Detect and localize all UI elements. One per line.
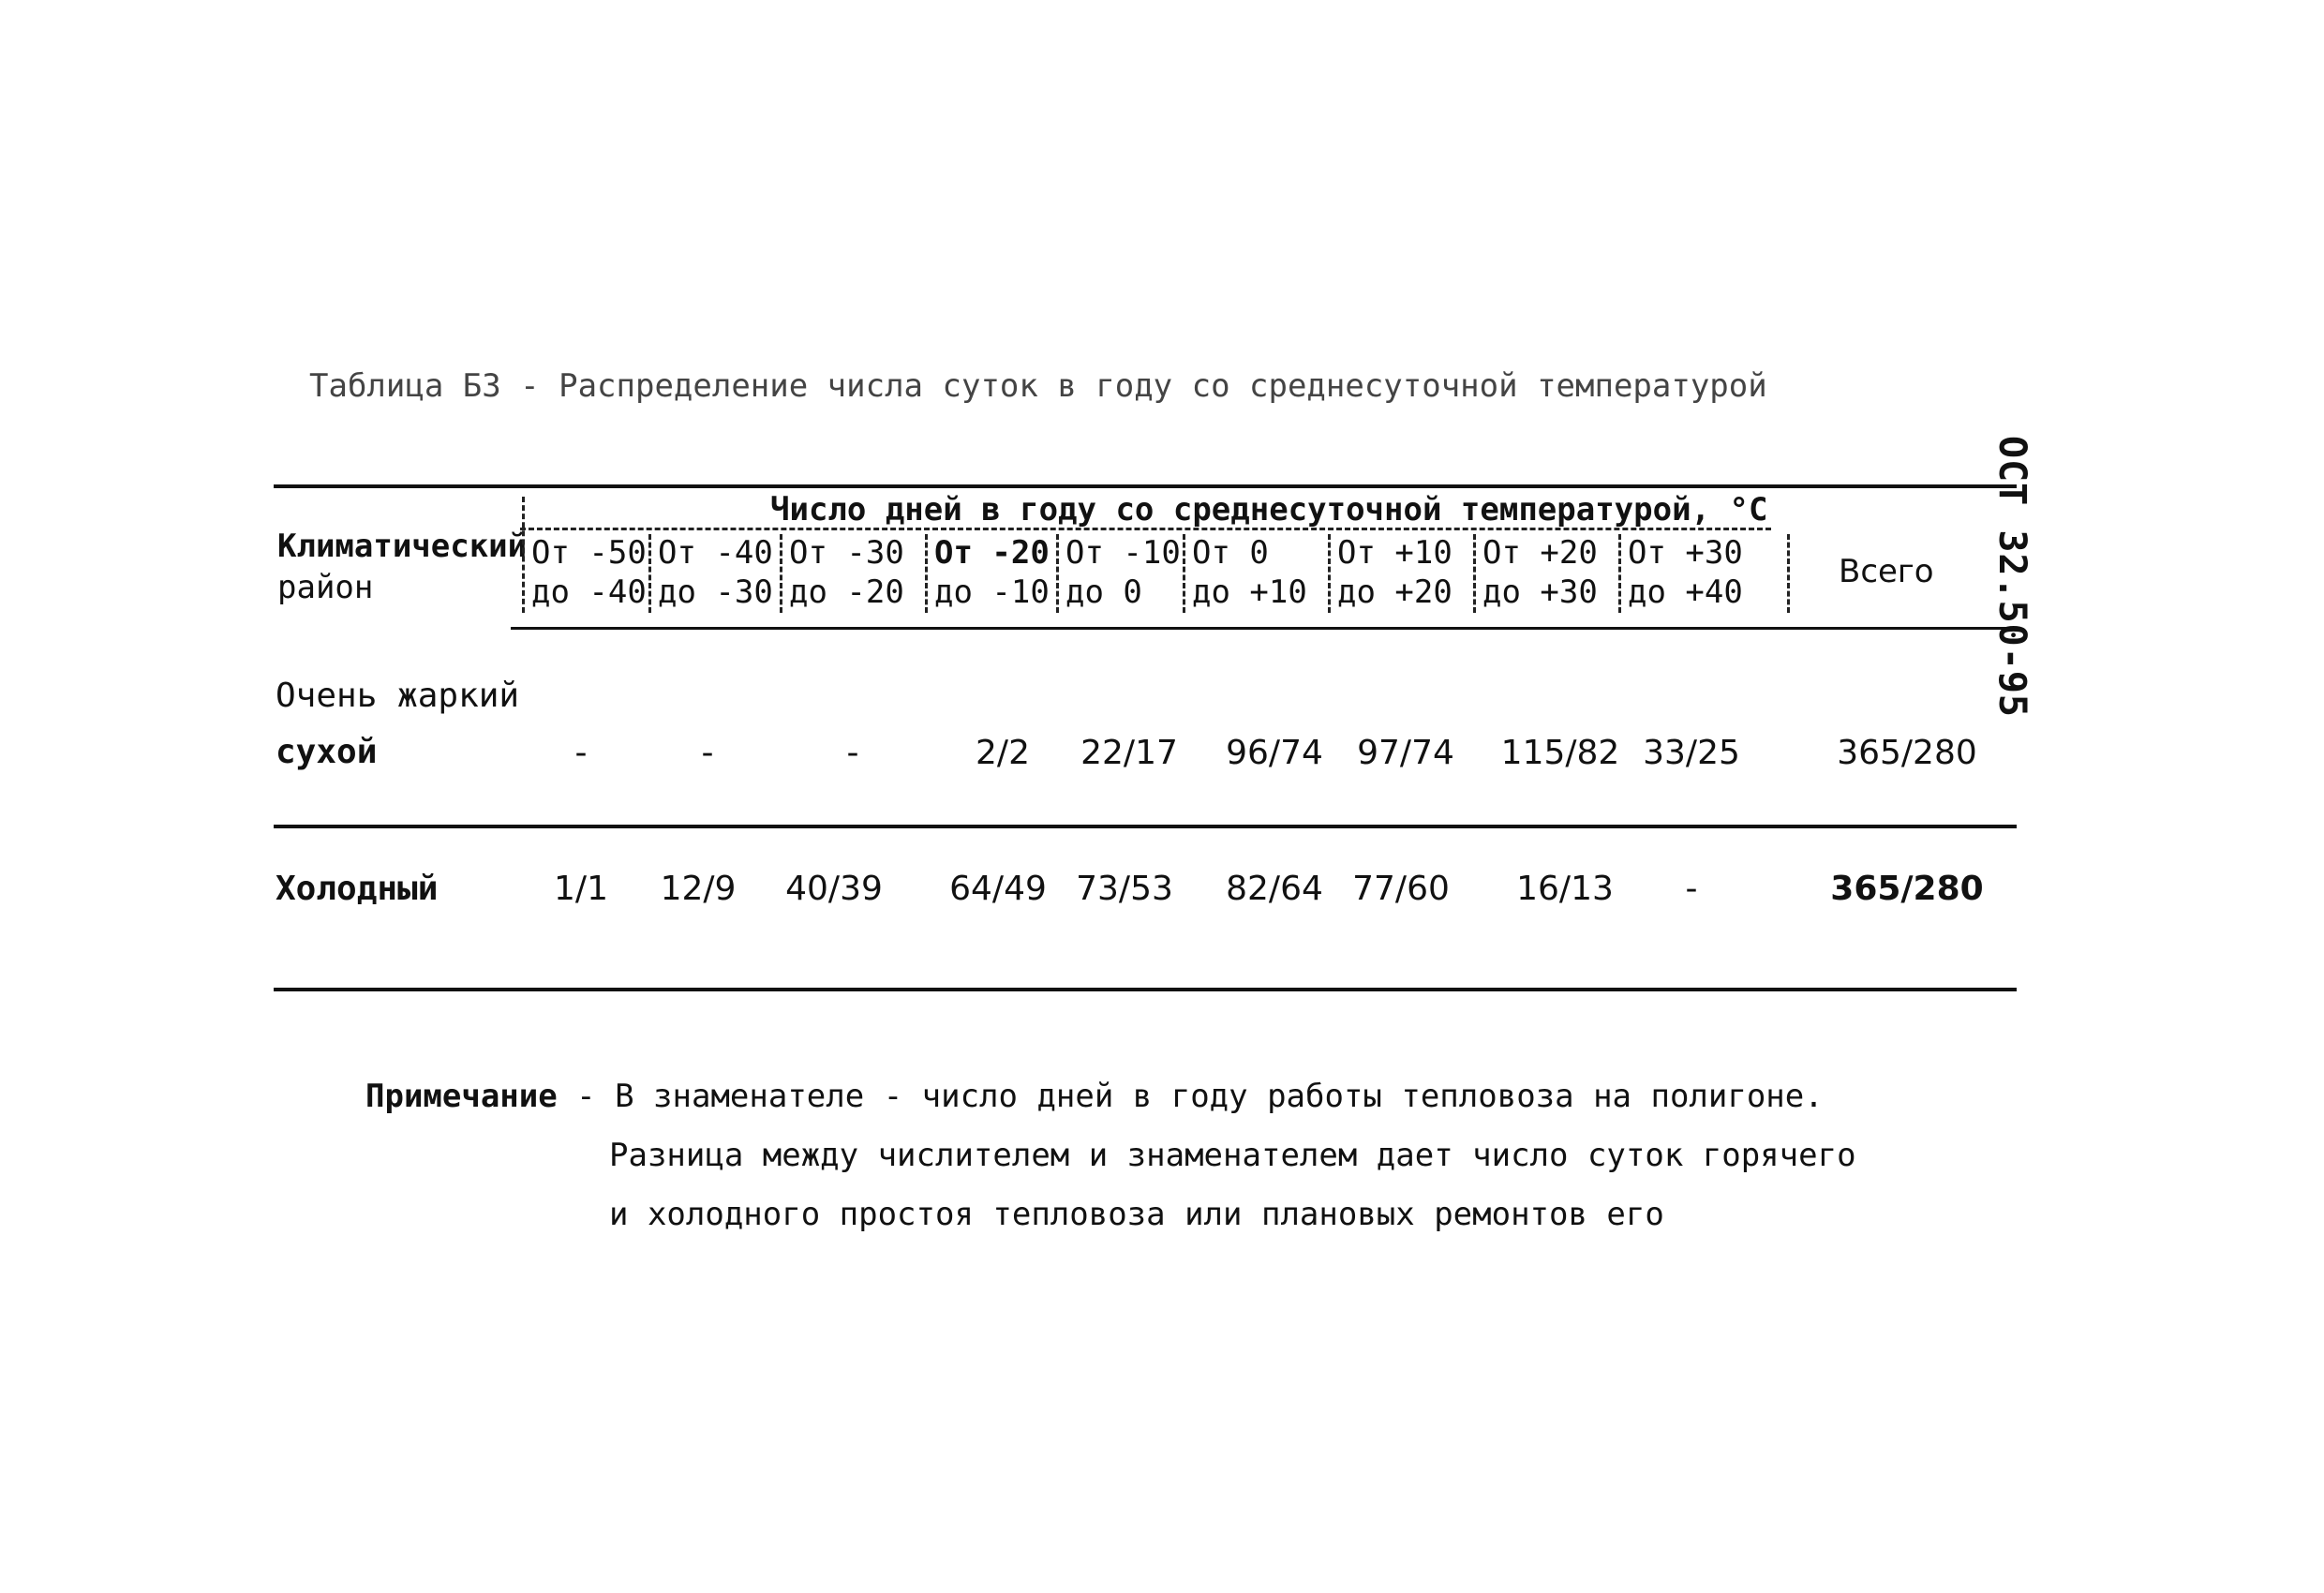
document-code: ОСТ 32.50-95 (1990, 436, 2034, 718)
table-cell: 82/64 (1226, 870, 1323, 908)
table-cell: 73/53 (1076, 870, 1173, 908)
note-line3: и холодного простоя тепловоза или плановых ремонтов его (609, 1196, 1664, 1233)
col-header-from: От -30 (789, 534, 904, 572)
table-cell: 22/17 (1080, 734, 1178, 772)
col-header-to: до +40 (1628, 573, 1743, 611)
note-line2: Разница между числителем и знаменателем дает число суток горячего (609, 1137, 1856, 1174)
table-cell: 97/74 (1357, 734, 1454, 772)
column-separator (1787, 534, 1790, 613)
group-header: Число дней в году со среднесуточной температурой, °С (770, 491, 1768, 529)
col-header-to: до -20 (789, 573, 904, 611)
header-bottom-rule (511, 627, 2017, 630)
row-label-line2: сухой (276, 733, 378, 771)
note-line1: - В знаменателе - число дней в году работы тепловоза на полигоне. (557, 1078, 1824, 1115)
table-cell: - (701, 734, 714, 772)
column-separator (1328, 534, 1331, 613)
col-header-from: От -10 (1065, 534, 1181, 572)
table-cell: 77/60 (1352, 870, 1450, 908)
table-cell-total: 365/280 (1837, 734, 1977, 772)
table-cell: 40/39 (785, 870, 883, 908)
column-separator (648, 534, 651, 613)
column-separator (1056, 534, 1059, 613)
row-label-line1: Очень жаркий (276, 677, 520, 715)
note-label: Примечание (365, 1078, 558, 1115)
region-header-line2: район (277, 569, 374, 606)
table-bottom-rule (274, 988, 2017, 991)
row-separator (274, 825, 2017, 828)
col-header-from: От -40 (658, 534, 773, 572)
column-separator (522, 497, 525, 613)
total-header: Всего (1839, 553, 1934, 590)
column-separator (1618, 534, 1621, 613)
table-cell: 1/1 (554, 870, 608, 908)
table-cell: 2/2 (976, 734, 1030, 772)
col-header-from: От +30 (1628, 534, 1743, 572)
region-header-line1: Климатический (277, 528, 528, 565)
table-cell: 16/13 (1516, 870, 1614, 908)
col-header-to: до -10 (934, 573, 1050, 611)
col-header-from: От -50 (531, 534, 647, 572)
col-header-to: до -30 (658, 573, 773, 611)
table-top-rule (274, 484, 2017, 488)
column-separator (780, 534, 782, 613)
col-header-to: до +30 (1482, 573, 1598, 611)
col-header-from: От -20 (934, 534, 1050, 572)
col-header-from: От +10 (1337, 534, 1452, 572)
group-header-underline (520, 528, 1771, 530)
table-cell: - (846, 734, 859, 772)
table-cell: - (574, 734, 588, 772)
col-header-to: до +20 (1337, 573, 1452, 611)
col-header-to: до 0 (1065, 573, 1142, 611)
table-cell: 12/9 (660, 870, 737, 908)
col-header-to: до -40 (531, 573, 647, 611)
table-caption: Таблица Б3 - Распределение числа суток в году со среднесуточной температурой (309, 367, 1767, 405)
column-separator (1473, 534, 1476, 613)
col-header-from: От +20 (1482, 534, 1598, 572)
row-label-line1: Холодный (276, 870, 439, 908)
table-cell: 33/25 (1643, 734, 1740, 772)
table-cell-total: 365/280 (1830, 870, 1984, 908)
col-header-from: От 0 (1192, 534, 1269, 572)
table-cell: 115/82 (1500, 734, 1620, 772)
column-separator (925, 534, 928, 613)
table-cell: 96/74 (1226, 734, 1323, 772)
col-header-to: до +10 (1192, 573, 1307, 611)
column-separator (1183, 534, 1185, 613)
table-cell: - (1685, 870, 1698, 908)
table-cell: 64/49 (949, 870, 1047, 908)
